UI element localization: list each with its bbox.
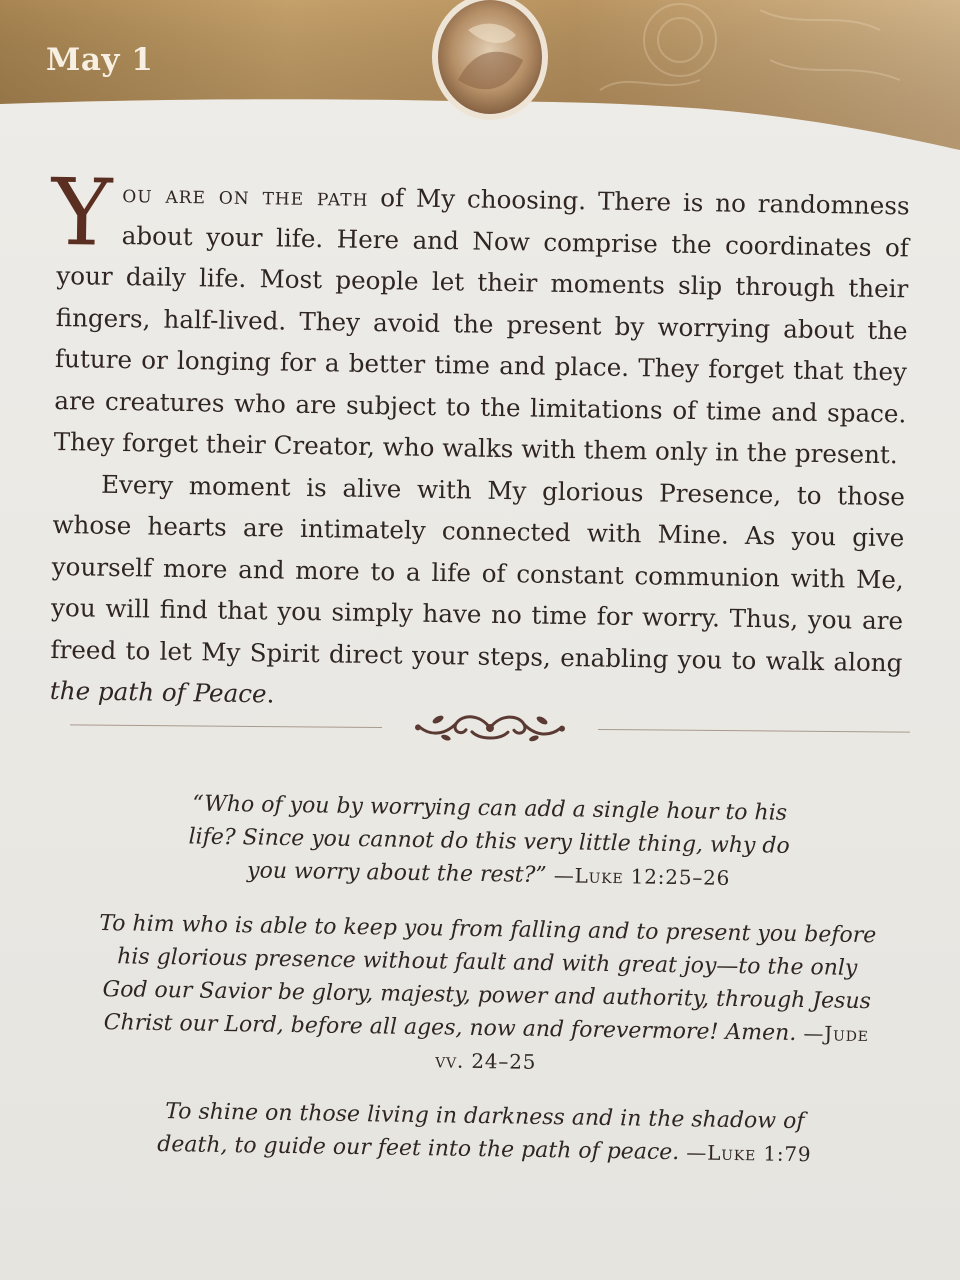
paragraph-1-text: of My choosing. There is no randomness about your life. Here and Now comprise the coordinates of your daily life. Most people let their moments slip through their fingers, half-lived. They avoid the present by worrying about the future or longing for a better time and place. They forget that they are creatures who are subject to the limitations of time and space. They forget their Creator, who walks with them only in the present. xyxy=(53,182,910,470)
opening-smallcaps: ou are on the path xyxy=(122,179,369,212)
verse-text: “Who of you by worrying can add a single hour to his life? Since you cannot do this very little thing, why do you worry about the rest?” xyxy=(188,791,790,889)
verse-luke-12 xyxy=(178,787,799,896)
verse-jude xyxy=(96,907,878,1084)
paragraph-2-end: . xyxy=(266,679,275,709)
header-band xyxy=(0,0,960,150)
verse-reference: —Luke 12:25–26 xyxy=(546,863,731,890)
divider-rule-right xyxy=(598,729,910,733)
verse-reference: —Luke 1:79 xyxy=(679,1140,812,1167)
verse-luke-1 xyxy=(134,1095,835,1172)
devotion-text xyxy=(49,158,910,725)
paragraph-2-italic: the path of Peace xyxy=(49,675,267,709)
dropcap: Y xyxy=(50,158,113,267)
flourish-ornament-icon xyxy=(410,705,570,746)
verse-text: To him who is able to keep you from falling and to present you before his glorious presence without fault and with great joy—to the only God our Savior be glory, majesty, power and authority, through Jesus Christ our Lord, before all ages, now and forevermore! Amen. xyxy=(99,911,877,1046)
verse-reference: —Jude vv. 24–25 xyxy=(435,1020,869,1074)
verse-text: To shine on those living in darkness and in the shadow of death, to guide our feet into the path of peace. xyxy=(157,1099,805,1166)
paragraph-2 xyxy=(50,462,906,724)
date-label: May 1 xyxy=(46,42,154,78)
medallion-image xyxy=(428,0,552,124)
paragraph-1 xyxy=(50,158,910,476)
section-divider xyxy=(70,702,910,749)
divider-rule-left xyxy=(70,724,382,728)
scripture-verses xyxy=(94,786,880,1172)
paragraph-2-text: Every moment is alive with My glorious Presence, to those whose hearts are intimately connected with Mine. As you give yourself more and more to a life of constant communion with Me, you will find that you simply have no time for worry. Thus, you are freed to let My Spirit direct your steps, enabling you to walk along xyxy=(50,469,906,677)
